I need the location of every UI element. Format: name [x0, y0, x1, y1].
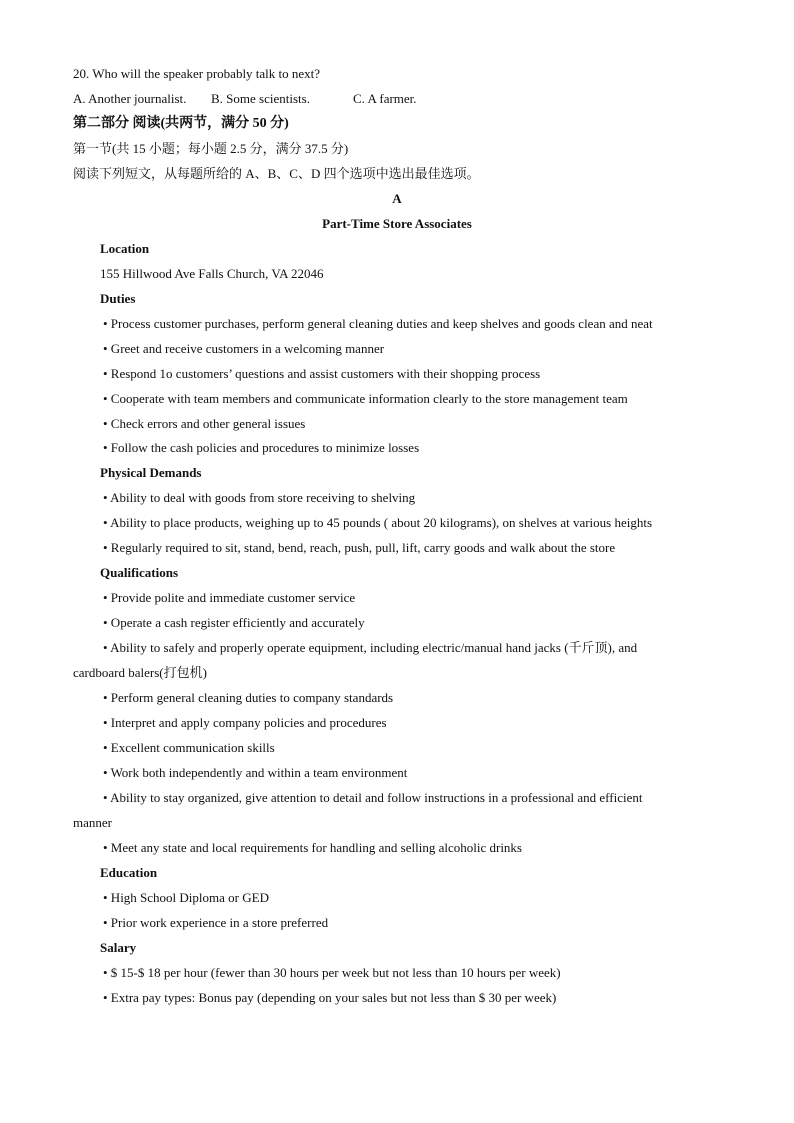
duties-heading: Duties [100, 291, 136, 306]
question-20-stem: 20. Who will the speaker probably talk to next? [73, 66, 321, 81]
location-address: 155 Hillwood Ave Falls Church, VA 22046 [100, 266, 324, 281]
duty-item: • Respond 1o customers’ questions and assist customers with their shopping process [103, 366, 541, 381]
qualification-item: • Provide polite and immediate customer service [103, 590, 356, 605]
passage-letter: A [392, 191, 402, 206]
duty-item: • Process customer purchases, perform general cleaning duties and keep shelves and goods clean and neat [103, 316, 653, 331]
part-heading: 第二部分 阅读(共两节，满分 50 分) [73, 116, 289, 131]
qualification-item: • Operate a cash register efficiently and accurately [103, 615, 365, 630]
physical-item: • Ability to deal with goods from store receiving to shelving [103, 490, 416, 505]
section-heading: 第一节(共 15 小题；每小题 2.5 分，满分 37.5 分) [73, 141, 349, 156]
salary-item: • Extra pay types: Bonus pay (depending on your sales but not less than $ 30 per week) [103, 990, 557, 1005]
physical-demands-heading: Physical Demands [100, 465, 202, 480]
salary-heading: Salary [100, 940, 137, 955]
option-a: A. Another journalist. [73, 91, 187, 106]
physical-item: • Ability to place products, weighing up to 45 pounds ( about 20 kilograms), on shelves at various heights [103, 515, 653, 530]
qualifications-heading: Qualifications [100, 565, 179, 580]
duty-item: • Greet and receive customers in a welcoming manner [103, 341, 385, 356]
question-20-options [73, 91, 417, 107]
qualification-item: • Ability to safely and properly operate equipment, including electric/manual hand jacks (千斤顶), and [103, 640, 638, 655]
duty-item: • Check errors and other general issues [103, 416, 306, 431]
qualification-item: • Work both independently and within a team environment [103, 765, 408, 780]
duty-item: • Follow the cash policies and procedures to minimize losses [103, 440, 420, 455]
qualification-item: • Excellent communication skills [103, 740, 275, 755]
qualification-item-continued: manner [73, 815, 112, 830]
education-heading: Education [100, 865, 158, 880]
duty-item: • Cooperate with team members and communicate information clearly to the store management team [103, 391, 628, 406]
location-heading: Location [100, 241, 150, 256]
qualification-item: • Ability to stay organized, give attention to detail and follow instructions in a professional and efficient [103, 790, 643, 805]
instruction: 阅读下列短文，从每题所给的 A、B、C、D 四个选项中选出最佳选项。 [73, 166, 480, 181]
physical-item: • Regularly required to sit, stand, bend, reach, push, pull, lift, carry goods and walk about the store [103, 540, 616, 555]
qualification-item: • Meet any state and local requirements for handling and selling alcoholic drinks [103, 840, 522, 855]
passage-title: Part-Time Store Associates [322, 216, 472, 231]
option-b: B. Some scientists. [211, 91, 310, 106]
education-item: • High School Diploma or GED [103, 890, 269, 905]
education-item: • Prior work experience in a store preferred [103, 915, 329, 930]
qualification-item: • Perform general cleaning duties to company standards [103, 690, 394, 705]
qualification-item: • Interpret and apply company policies and procedures [103, 715, 387, 730]
option-c: C. A farmer. [353, 91, 417, 106]
salary-item: • $ 15-$ 18 per hour (fewer than 30 hours per week but not less than 10 hours per week) [103, 965, 561, 980]
qualification-item-continued: cardboard balers(打包机) [73, 665, 207, 680]
